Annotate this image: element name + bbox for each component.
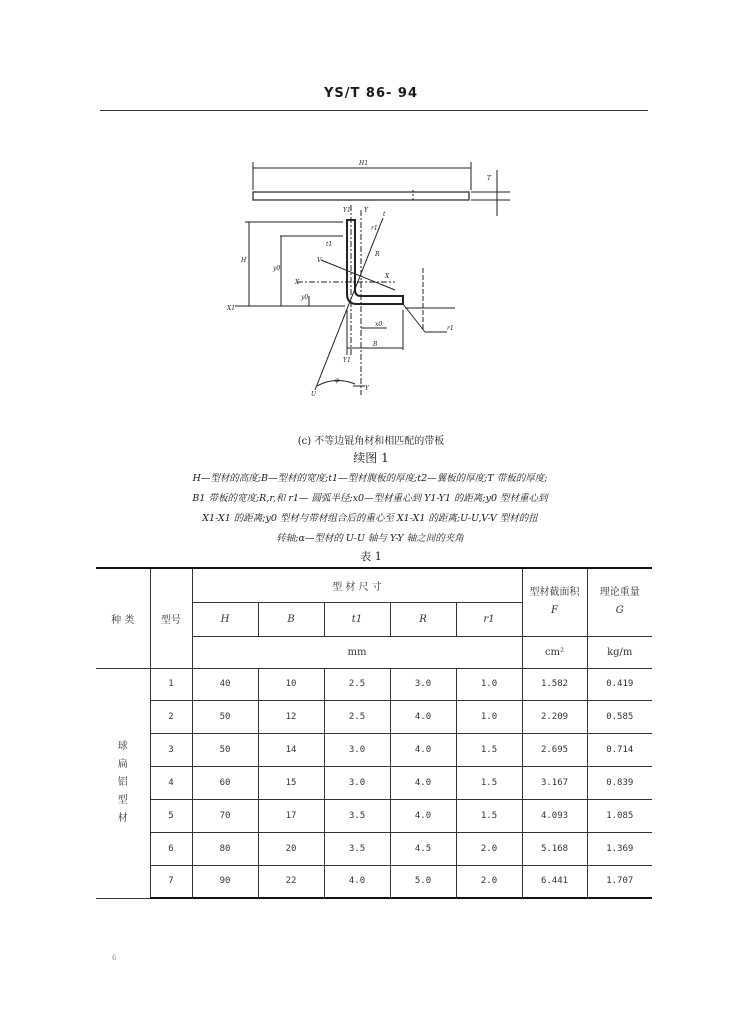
cell-weight: 1.707 (587, 865, 652, 898)
header-kind: 种 类 (96, 568, 150, 668)
header-weight (587, 568, 652, 636)
col-r1: r1 (456, 602, 522, 636)
label-x-left: X (295, 279, 300, 286)
page-header: YS/T 86- 94 (323, 86, 419, 101)
label-y-top: Y (364, 207, 368, 214)
cell-h: 40 (192, 668, 258, 700)
cell-b: 15 (258, 766, 324, 799)
unit-area: cm² (522, 636, 587, 668)
cell-r: 4.5 (390, 832, 456, 865)
cell-no: 4 (150, 766, 192, 799)
cell-b: 14 (258, 733, 324, 766)
header-area-symbol: F (551, 605, 558, 617)
cell-area: 6.441 (522, 865, 587, 898)
col-b: B (258, 602, 324, 636)
cell-r: 5.0 (390, 865, 456, 898)
label-h: H (241, 257, 247, 264)
cell-t1: 4.0 (324, 865, 390, 898)
figure-caption: (c) 不等边锟角材和相匹配的带板 (297, 436, 445, 447)
cell-weight: 1.085 (587, 799, 652, 832)
col-h: H (192, 602, 258, 636)
cell-area: 5.168 (522, 832, 587, 865)
figure-subtitle: 续图 1 (353, 451, 389, 465)
kind-char: 铝 (117, 777, 128, 788)
header-divider (100, 110, 648, 111)
legend-line: 转轴;α—型材的 U-U 轴与 Y-Y 轴之间的夹角 (276, 533, 464, 544)
cell-t1: 3.0 (324, 733, 390, 766)
col-t1: t1 (324, 602, 390, 636)
label-t-plate: T (487, 175, 492, 182)
label-y1-bottom: Y1 (343, 357, 351, 364)
header-weight-symbol: G (615, 605, 624, 617)
cell-weight: 0.839 (587, 766, 652, 799)
cell-no: 3 (150, 733, 192, 766)
label-y-bottom: Y (365, 385, 369, 392)
cell-area: 2.695 (522, 733, 587, 766)
cell-b: 22 (258, 865, 324, 898)
cell-r: 4.0 (390, 700, 456, 733)
cell-r1: 1.0 (456, 700, 522, 733)
header-size: 型 材 尺 寸 (192, 568, 522, 602)
cell-weight: 0.585 (587, 700, 652, 733)
cell-area: 1.582 (522, 668, 587, 700)
table-title: 表 1 (360, 550, 382, 563)
label-h1: H1 (359, 160, 369, 167)
cell-r1: 2.0 (456, 865, 522, 898)
cell-h: 70 (192, 799, 258, 832)
cell-h: 90 (192, 865, 258, 898)
cell-weight: 1.369 (587, 832, 652, 865)
label-r: R (375, 251, 380, 258)
cell-weight: 0.714 (587, 733, 652, 766)
cell-b: 12 (258, 700, 324, 733)
cell-t1: 2.5 (324, 700, 390, 733)
label-x1: X1 (227, 305, 236, 312)
label-y0-dim: y0 (273, 265, 281, 272)
label-y0: y0 (301, 294, 309, 301)
symbol-legend (150, 469, 590, 549)
cell-no: 6 (150, 832, 192, 865)
cell-no: 7 (150, 865, 192, 898)
cell-b: 10 (258, 668, 324, 700)
cell-t1: 2.5 (324, 668, 390, 700)
kind-char: 材 (117, 813, 128, 824)
cell-r1: 1.5 (456, 766, 522, 799)
cell-h: 80 (192, 832, 258, 865)
label-t: t (383, 211, 386, 218)
cell-t1: 3.0 (324, 766, 390, 799)
header-model: 型号 (150, 568, 192, 668)
label-r-small: r1 (371, 225, 378, 232)
label-r1: r1 (447, 325, 454, 332)
cell-b: 17 (258, 799, 324, 832)
label-b: B (373, 341, 378, 348)
label-x0: x0 (375, 321, 383, 328)
cell-t1: 3.5 (324, 832, 390, 865)
label-v: V (317, 257, 322, 264)
cell-area: 4.093 (522, 799, 587, 832)
cell-r1: 1.0 (456, 668, 522, 700)
cell-h: 50 (192, 700, 258, 733)
label-phi: φ (335, 377, 340, 384)
cell-no: 2 (150, 700, 192, 733)
cell-area: 2.209 (522, 700, 587, 733)
cell-b: 20 (258, 832, 324, 865)
unit-weight: kg/m (587, 636, 652, 668)
cell-r: 4.0 (390, 799, 456, 832)
label-t1: t1 (326, 241, 333, 248)
col-r: R (390, 602, 456, 636)
cell-weight: 0.419 (587, 668, 652, 700)
legend-line: B1 带板的宽度;R,r,和 r1— 圆弧半径;x0—型材重心到 Y1-Y1 的距离;y0 型材重心到 (192, 493, 548, 504)
label-x-right: X (385, 273, 390, 280)
cell-r: 4.0 (390, 733, 456, 766)
cell-r1: 1.5 (456, 799, 522, 832)
header-area-label: 型材截面积 (529, 587, 580, 599)
cell-r: 3.0 (390, 668, 456, 700)
legend-line: H—型材的高度;B—型材的宽度;t1—型材腹板的厚度;t2—翼板的厚度;T 带板的厚度; (192, 473, 548, 484)
cell-h: 60 (192, 766, 258, 799)
label-y1: Y1 (343, 207, 351, 214)
profile-table (96, 567, 652, 899)
unit-mm: mm (192, 636, 522, 668)
cell-r1: 1.5 (456, 733, 522, 766)
cell-r: 4.0 (390, 766, 456, 799)
cell-no: 5 (150, 799, 192, 832)
header-area (522, 568, 587, 636)
cell-h: 50 (192, 733, 258, 766)
kind-char: 球 (117, 741, 128, 752)
kind-char: 扁 (117, 759, 128, 770)
cell-no: 1 (150, 668, 192, 700)
header-weight-label: 理论重量 (599, 587, 640, 599)
label-u: U (311, 391, 317, 398)
angle-profile-drawing (225, 150, 515, 410)
page-number: 6 (112, 954, 117, 962)
legend-line: X1-X1 的距离;y0 型材与带材组合后的重心至 X1-X1 的距离;U-U,V-V 型材的扭 (202, 513, 538, 524)
cell-t1: 3.5 (324, 799, 390, 832)
cell-area: 3.167 (522, 766, 587, 799)
cell-r1: 2.0 (456, 832, 522, 865)
kind-cell (96, 668, 150, 898)
kind-char: 型 (117, 795, 128, 806)
